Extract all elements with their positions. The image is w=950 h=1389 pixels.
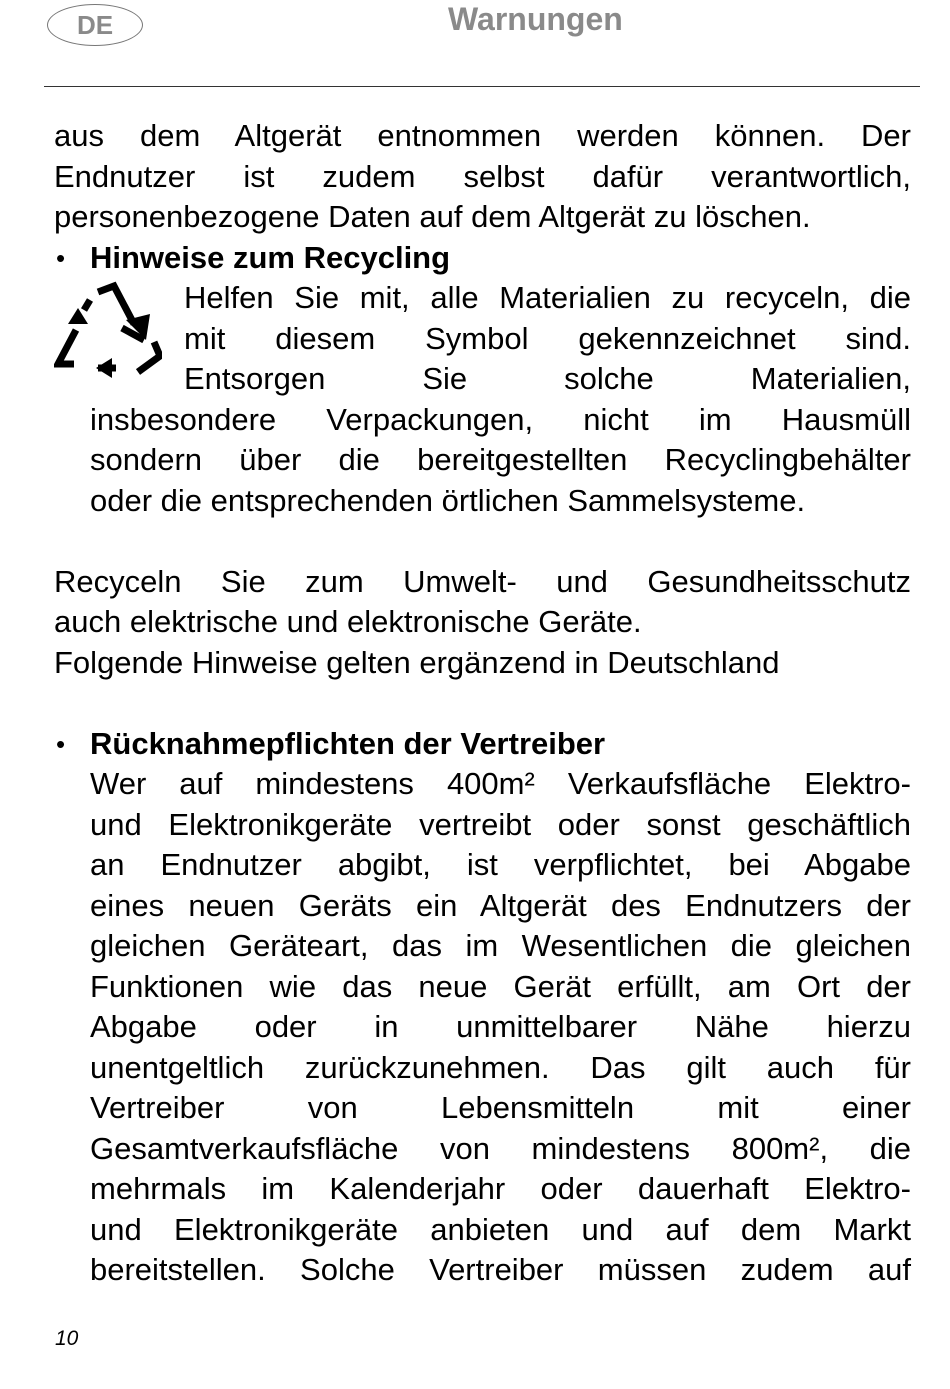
electronics-line: Folgende Hinweise gelten ergänzend in Deutschland xyxy=(54,644,780,680)
recycling-section xyxy=(54,238,911,522)
obligations-line: eines neuen Geräts ein Altgerät des Endnutzers der xyxy=(90,887,911,923)
intro-line: Endnutzer ist zudem selbst dafür verantwortlich, xyxy=(54,158,911,194)
obligations-line: Vertreiber von Lebensmitteln mit einer xyxy=(90,1090,911,1125)
intro-line: aus dem Altgerät entnommen werden können. Der xyxy=(54,118,911,153)
recycling-line: insbesondere Verpackungen, nicht im Hausmüll xyxy=(90,401,911,437)
obligations-heading: Rücknahmepflichten der Vertreiber xyxy=(90,725,606,761)
header-divider xyxy=(44,86,920,87)
obligations-section xyxy=(54,724,911,1291)
recycling-line: sondern über die bereitgestellten Recyclingbehälter xyxy=(90,442,911,477)
recycling-line: Helfen Sie mit, alle Materialien zu recyceln, die xyxy=(184,280,911,315)
obligations-line: Gesamtverkaufsfläche von mindestens 800m², die xyxy=(90,1130,911,1166)
spacer xyxy=(54,683,911,724)
intro-line: personenbezogene Daten auf dem Altgerät zu löschen. xyxy=(54,199,811,234)
recycling-heading: Hinweise zum Recycling xyxy=(90,239,451,275)
bullet-icon: • xyxy=(56,728,66,759)
bullet-icon: • xyxy=(56,242,66,273)
obligations-line: an Endnutzer abgibt, ist verpflichtet, bei Abgabe xyxy=(90,847,911,882)
obligations-line: Wer auf mindestens 400m² Verkaufsfläche Elektro- xyxy=(90,766,911,801)
recycling-line: mit diesem Symbol gekennzeichnet sind. xyxy=(184,320,911,356)
language-badge: DE xyxy=(47,4,143,46)
obligations-line: mehrmals im Kalenderjahr oder dauerhaft Elektro- xyxy=(90,1171,911,1206)
obligations-line: bereitstellen. Solche Vertreiber müssen zudem auf xyxy=(90,1252,911,1287)
electronics-line: auch elektrische und elektronische Geräte. xyxy=(54,604,642,639)
obligations-line: gleichen Geräteart, das im Wesentlichen die gleichen xyxy=(90,928,911,963)
recycling-line: oder die entsprechenden örtlichen Sammelsysteme. xyxy=(90,482,806,518)
page-content xyxy=(54,116,911,1291)
recycling-body xyxy=(90,278,911,521)
obligations-line: Funktionen wie das neue Gerät erfüllt, am Ort der xyxy=(90,968,911,1004)
page-header-title: Warnungen xyxy=(448,1,623,37)
electronics-line: Recyceln Sie zum Umwelt- und Gesundheitsschutz xyxy=(54,563,911,599)
recycling-line: Entsorgen Sie solche Materialien, xyxy=(184,361,911,396)
obligations-line: und Elektronikgeräte anbieten und auf dem Markt xyxy=(90,1211,911,1247)
obligations-line: Abgabe oder in unmittelbarer Nähe hierzu xyxy=(90,1009,911,1044)
obligations-line: und Elektronikgeräte vertreibt oder sonst geschäftlich xyxy=(90,806,911,842)
spacer xyxy=(54,521,911,562)
obligations-line: unentgeltlich zurückzunehmen. Das gilt auch für xyxy=(90,1049,911,1085)
recycle-icon xyxy=(54,280,162,380)
recycling-indented-text xyxy=(90,278,911,400)
page-number: 10 xyxy=(55,1327,79,1350)
